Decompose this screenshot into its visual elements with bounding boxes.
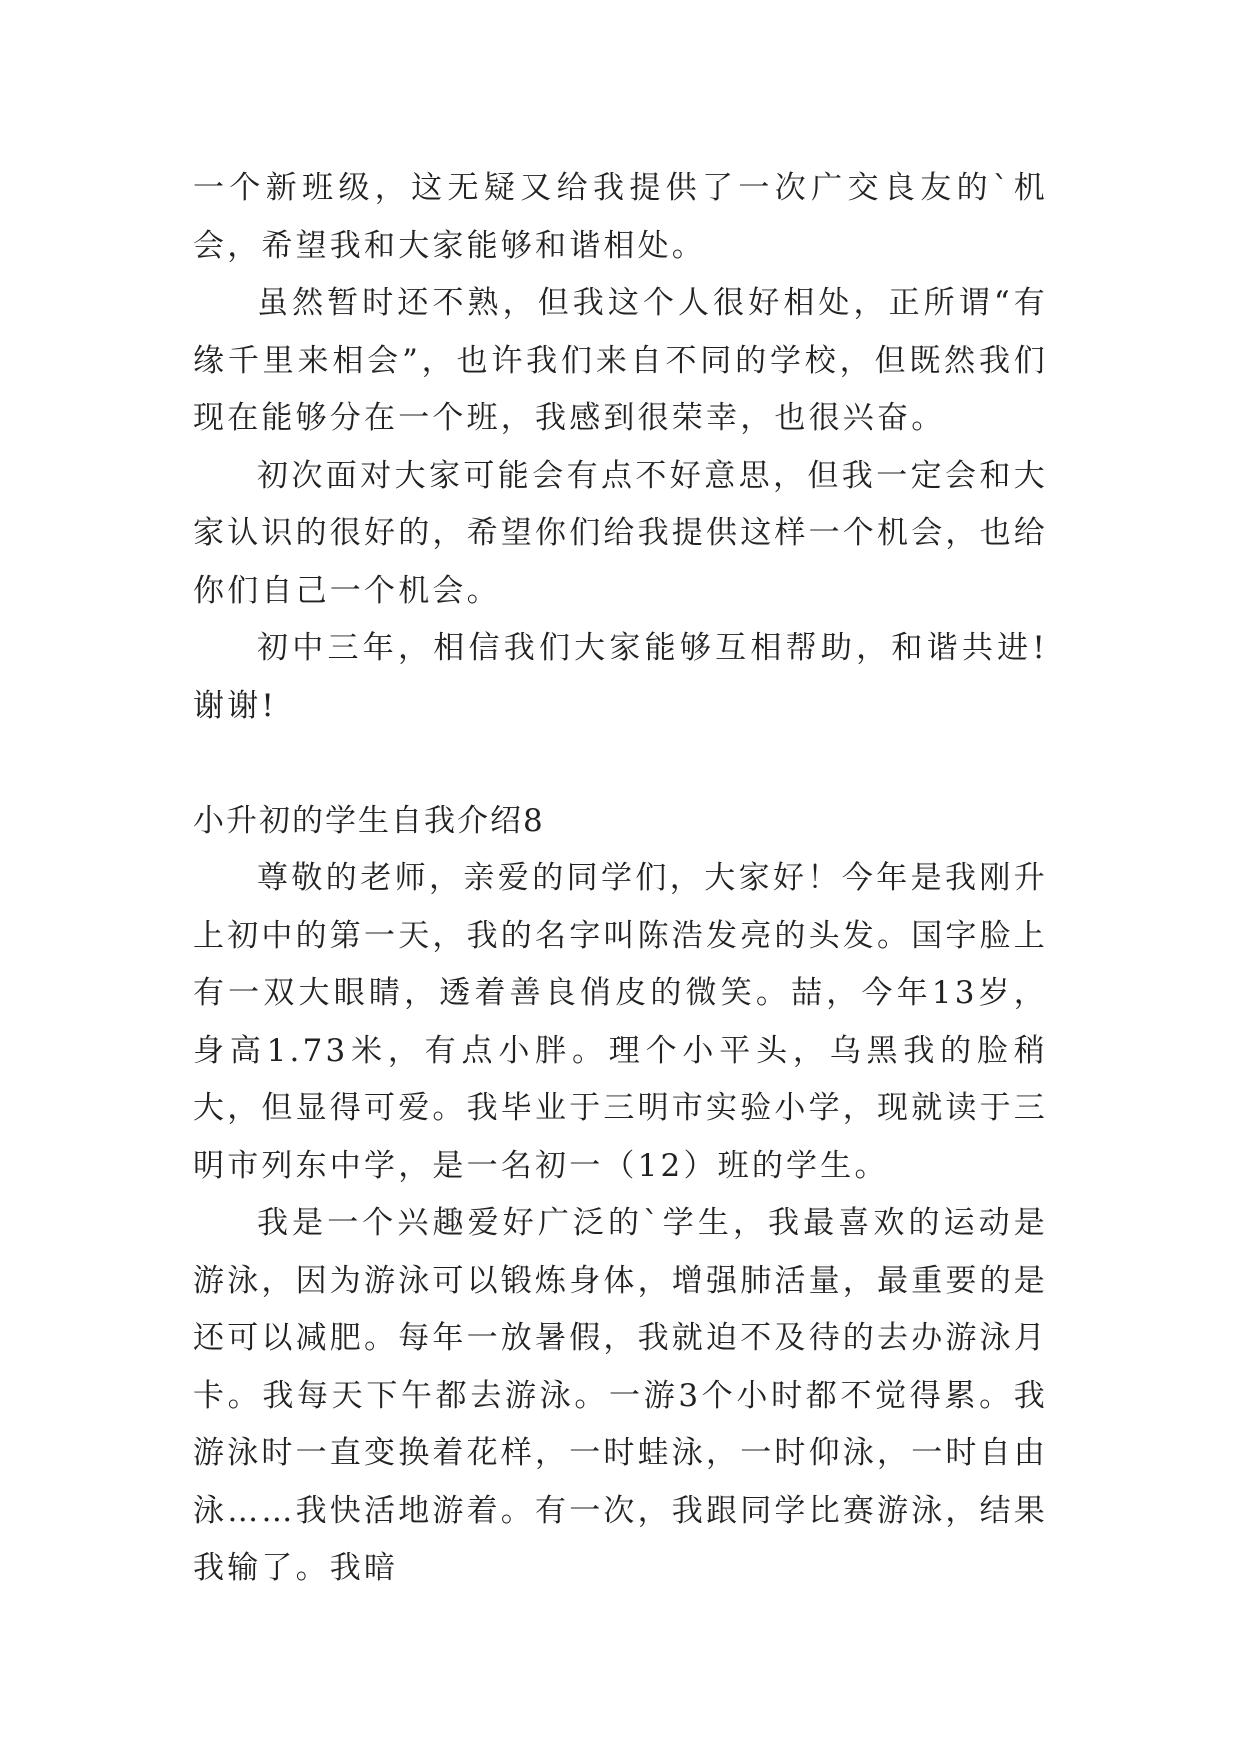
paragraph-continuation: 一个新班级，这无疑又给我提供了一次广交良友的`机会，希望我和大家能够和谐相处。 — [193, 170, 1048, 264]
paragraph: 尊敬的老师，亲爱的同学们，大家好！今年是我刚升上初中的第一天，我的名字叫陈浩发亮的头发。国字脸上有一双大眼睛，透着善良俏皮的微笑。喆，今年13岁，身高1.73米，有点小胖。理个小平头，乌黑我的脸稍大，但显得可爱。我毕业于三明市实验小学，现就读于三明市列东中学，是一名初一（12）班的学生。 — [193, 860, 1048, 1184]
section-heading: 小升初的学生自我介绍8 — [193, 802, 545, 839]
paragraph: 初中三年，相信我们大家能够互相帮助，和谐共进!谢谢! — [193, 630, 1048, 724]
document-body — [193, 160, 1048, 1598]
paragraph: 我是一个兴趣爱好广泛的`学生，我最喜欢的运动是游泳，因为游泳可以锻炼身体，增强肺活量，最重要的是还可以减肥。每年一放暑假，我就迫不及待的去办游泳月卡。我每天下午都去游泳。一游3个小时都不觉得累。我游泳时一直变换着花样，一时蛙泳，一时仰泳，一时自由泳……我快活地游着。有一次，我跟同学比赛游泳，结果我输了。我暗 — [193, 1205, 1048, 1586]
paragraph: 初次面对大家可能会有点不好意思，但我一定会和大家认识的很好的，希望你们给我提供这样一个机会，也给你们自己一个机会。 — [193, 457, 1048, 609]
section-spacer — [193, 735, 1048, 793]
paragraph: 虽然暂时还不熟，但我这个人很好相处，正所谓“有缘千里来相会”，也许我们来自不同的学校，但既然我们现在能够分在一个班，我感到很荣幸，也很兴奋。 — [193, 285, 1048, 436]
